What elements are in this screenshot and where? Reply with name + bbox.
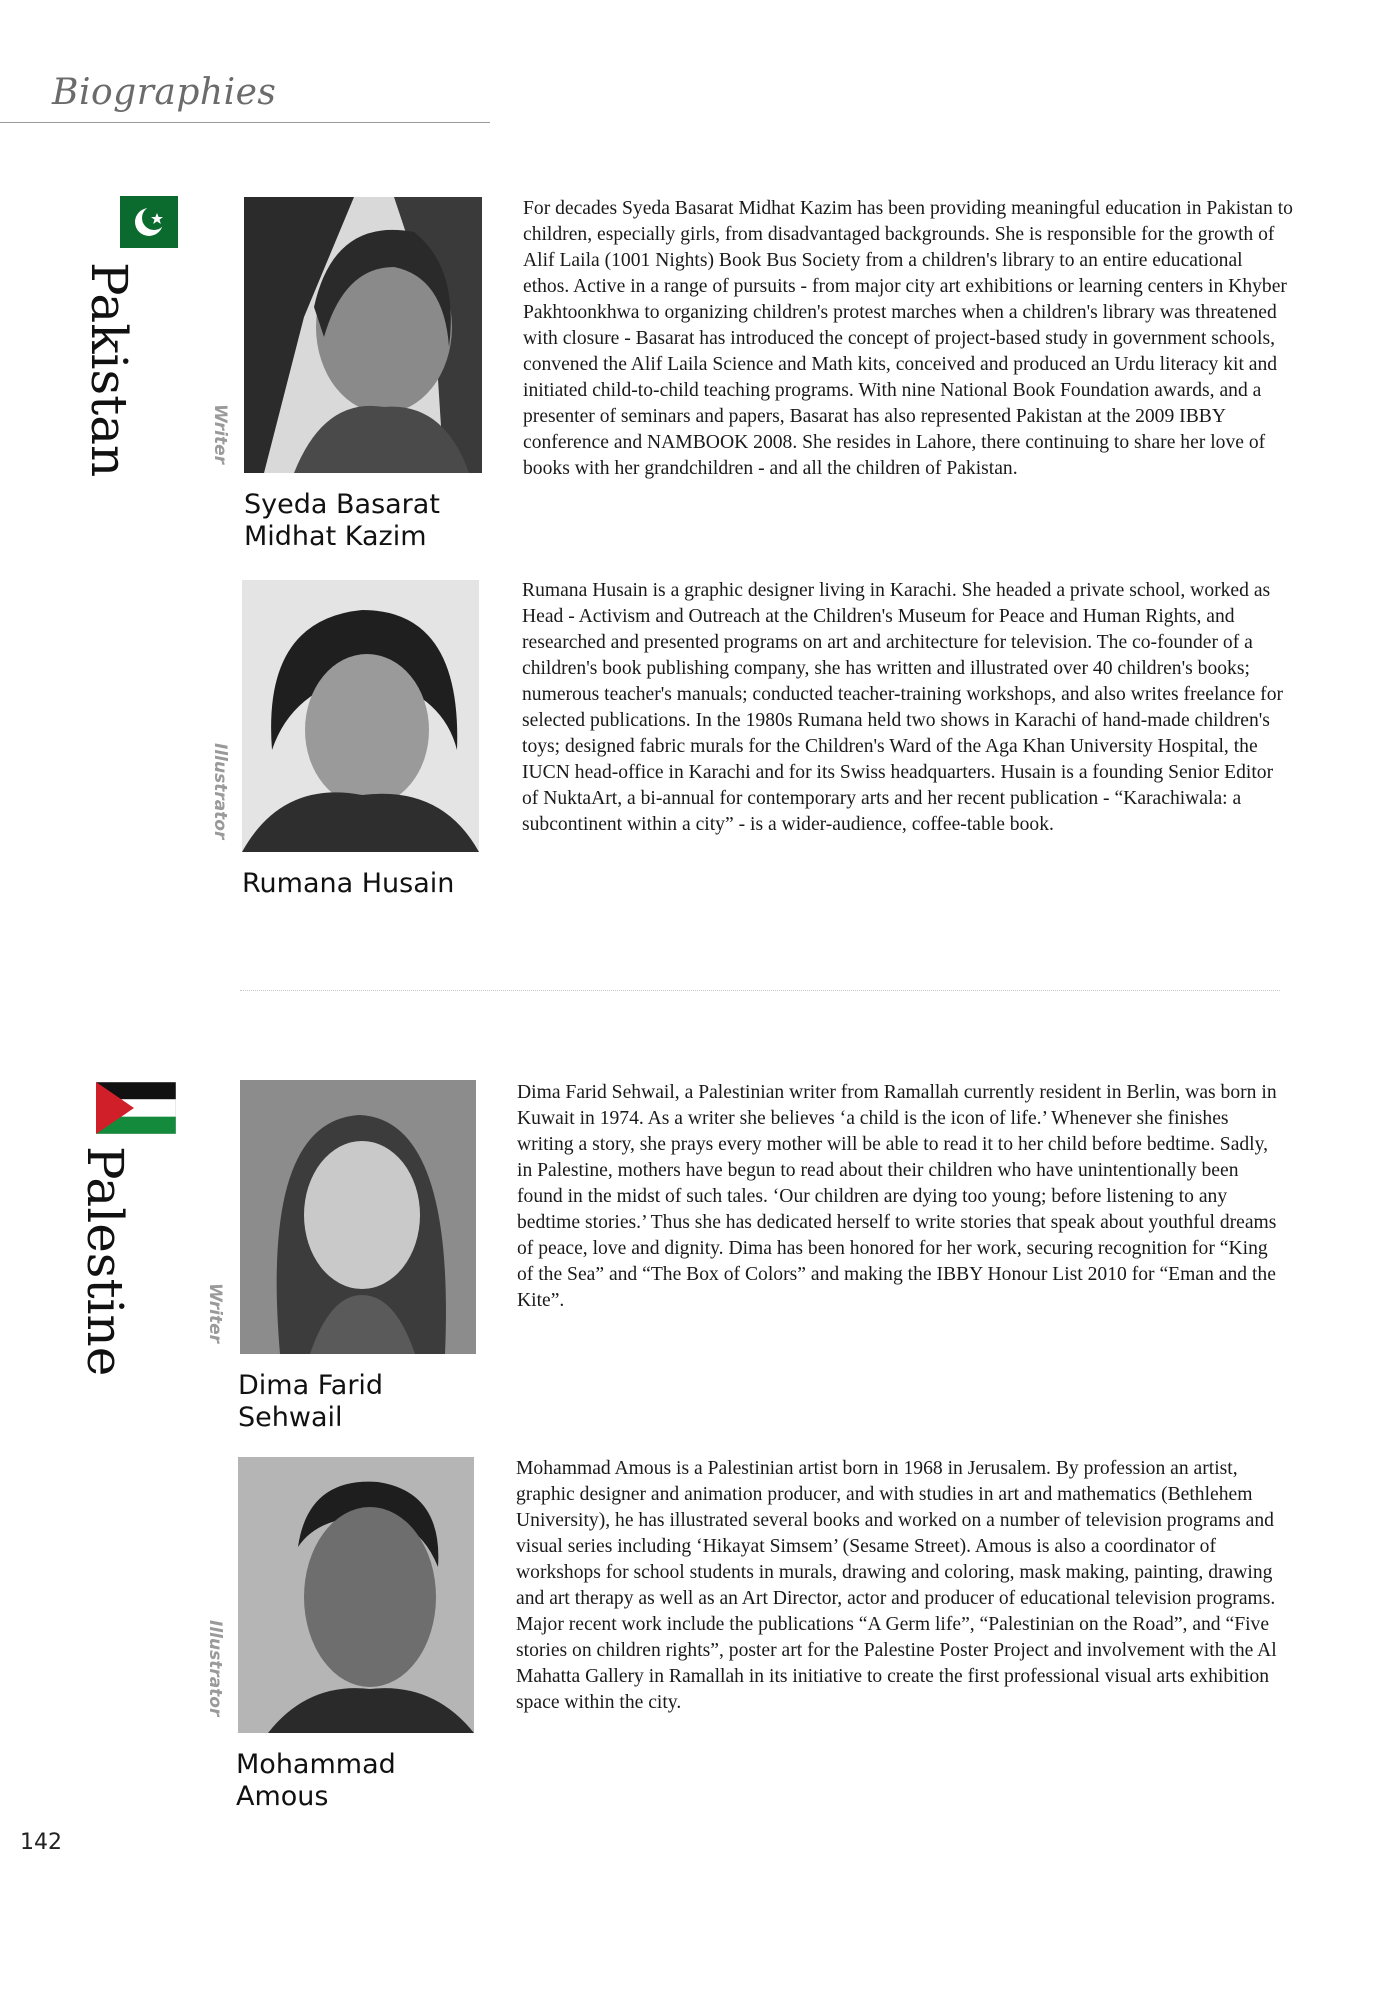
portrait-photo xyxy=(238,1457,474,1733)
portrait-photo xyxy=(240,1080,476,1354)
page-section-title: Biographies xyxy=(52,72,277,113)
section-divider xyxy=(240,990,1280,991)
role-label: Illustrator xyxy=(205,1620,225,1717)
page-number: 142 xyxy=(20,1830,62,1855)
biography-text: Rumana Husain is a graphic designer living in Karachi. She headed a private school, worked as Head - Activism and Outreach at the Children's Museum for Peace and Human Rights, and researched and presented programs on art and architecture for television. The co-founder of a children's book publishing company, she has written and illustrated over 40 children's books; numerous teacher's manuals; conducted teacher-training workshops, and also writes freelance for selected publications. In the 1980s Rumana held two shows in Karachi of hand-made children's toys; designed fabric murals for the Children's Ward of the Aga Khan University Hospital, the IUCN head-office in Karachi and for its Swiss headquarters. Husain is a founding Senior Editor of NuktaArt, a bi-annual for contemporary arts and her recent publication - “Karachiwala: a subcontinent within a city” - is a wider-audience, coffee-table book. xyxy=(522,580,1284,835)
portrait-photo xyxy=(244,197,482,473)
biography-text: For decades Syeda Basarat Midhat Kazim has been providing meaningful education in Pakistan to children, especially girls, from disadvantaged backgrounds. She is responsible for the growth of Alif Laila (1001 Nights) Book Bus Society from a children's library to an entire educational ethos. Active in a range of pursuits - from major city art exhibitions or learning centers in Khyber Pakhtoonkhwa to organizing children's protest marches when a children's library was threatened with closure - Basarat has introduced the concept of project-based study in government schools, convened the Alif Laila Science and Math kits, conceived and produced an Urdu literacy kit and initiated child-to-child teaching programs. With nine National Book Foundation awards, and a presenter of seminars and papers, Basarat has also represented Pakistan at the 2009 IBBY conference and NAMBOOK 2008. She resides in Lahore, there continuing to share her love of books with her grandchildren - and all the children of Pakistan. xyxy=(523,198,1293,479)
person-name: Mohammad Amous xyxy=(236,1749,396,1812)
person-name: Syeda Basarat Midhat Kazim xyxy=(244,489,440,552)
role-label: Illustrator xyxy=(210,743,230,840)
person-name: Rumana Husain xyxy=(242,868,455,899)
biography-text: Mohammad Amous is a Palestinian artist born in 1968 in Jerusalem. By profession an artist, graphic designer and animation producer, and with studies in art and mathematics (Bethlehem University), he has illustrated several books and worked on a number of television programs and visual series including ‘Hikayat Simsem’ (Sesame Street). Amous is also a coordinator of workshops for school students in murals, drawing and coloring, mask making, painting, drawing and art therapy as well as an Art Director, actor and producer of educational television programs. Major recent work include the publications “A Germ life”, “Palestinian on the Road”, and “Five stories on children rights”, poster art for the Palestine Poster Project and involvement with the Al Mahatta Gallery in Ramallah in its initiative to create the first professional visual arts exhibition space within the city. xyxy=(516,1458,1277,1713)
pakistan-flag-icon xyxy=(100,196,178,248)
palestine-flag-icon xyxy=(96,1082,176,1134)
role-label: Writer xyxy=(205,1283,225,1344)
portrait-photo xyxy=(242,580,479,852)
role-label: Writer xyxy=(210,404,230,465)
country-heading-pakistan: Pakistan xyxy=(80,262,138,478)
person-name: Dima Farid Sehwail xyxy=(238,1370,384,1433)
biography-text: Dima Farid Sehwail, a Palestinian writer from Ramallah currently resident in Berlin, was born in Kuwait in 1974. As a writer she believes ‘a child is the icon of life.’ Whenever she finishes writing a story, she prays every mother will be able to read it to her child before bedtime. Sadly, in Palestine, mothers have begun to read about their children who have unintentionally been found in the midst of such tales. ‘Our children are dying too young; before listening to any bedtime stories.’ Thus she has dedicated herself to write stories that speak about youthful dreams of peace, love and dignity. Dima has been honored for her work, securing recognition for “King of the Sea” and “The Box of Colors” and making the IBBY Honour List 2010 for “Eman and the Kite”. xyxy=(517,1082,1277,1311)
country-heading-palestine: Palestine xyxy=(76,1146,134,1377)
header-rule xyxy=(0,122,490,123)
